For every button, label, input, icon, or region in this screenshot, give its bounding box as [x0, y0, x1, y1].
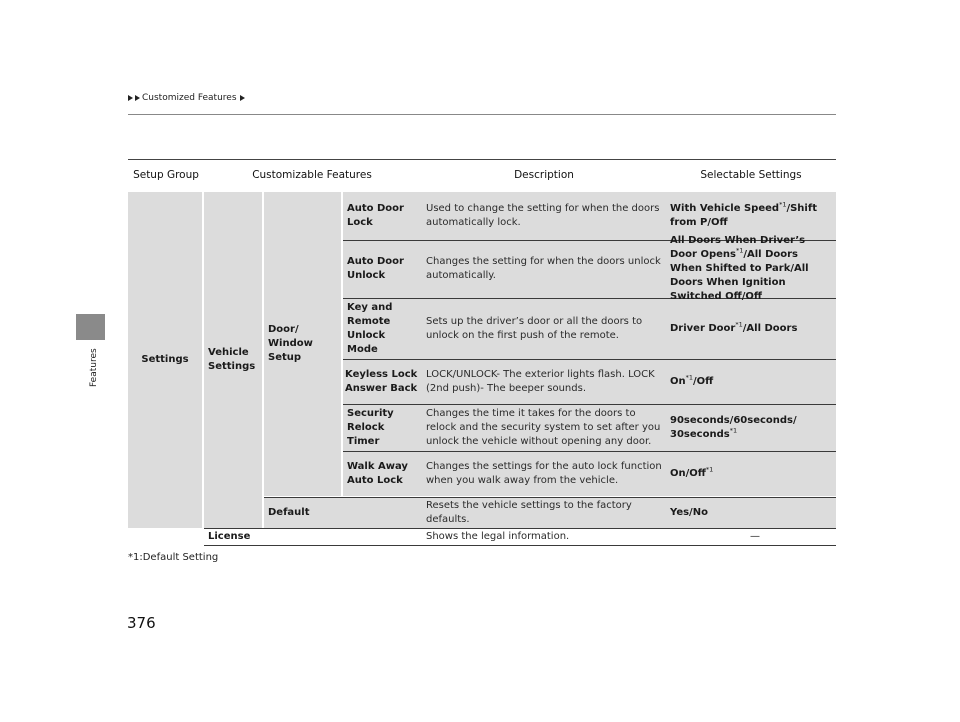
setting-default-option: With Vehicle Speed: [670, 203, 780, 214]
category-door-window-label: Door/ Window Setup: [268, 324, 313, 363]
group-settings-cell: [128, 192, 202, 528]
license-row-feature: License: [208, 531, 251, 542]
header-description: Description: [514, 168, 574, 181]
header-selectable-settings: Selectable Settings: [700, 168, 802, 181]
table-row-description: LOCK/UNLOCK- The exterior lights flash. LOCK (2nd push)- The beeper sounds.: [426, 368, 655, 394]
default-setting-footnote: *1:Default Setting: [128, 552, 219, 563]
license-row-settings: —: [750, 531, 760, 542]
table-row-settings: [670, 235, 830, 302]
table-row-settings: [670, 404, 830, 451]
default-footnote-mark: *1: [685, 373, 694, 382]
breadcrumb-arrow-icon: [135, 95, 140, 101]
subgroup-vehicle-settings-cell: [204, 192, 262, 528]
setting-other-options: /Off: [693, 375, 714, 387]
default-footnote-mark: *1: [729, 426, 738, 435]
default-footnote-mark: *1: [779, 200, 787, 209]
breadcrumb-item[interactable]: Customized Features: [142, 93, 237, 103]
table-row-settings: [670, 192, 830, 240]
setting-default-option: Driver Door: [670, 322, 736, 334]
breadcrumb: [128, 93, 247, 103]
license-row-description: Shows the legal information.: [426, 531, 570, 542]
table-row-settings: [670, 359, 830, 404]
table-row-description: Changes the setting for when the doors unlock automatically.: [426, 256, 661, 281]
table-row-description: Changes the settings for the auto lock function when you walk away from the vehicle.: [426, 461, 662, 486]
header-setup-group: Setup Group: [133, 168, 199, 181]
default-row-settings: Yes/No: [670, 507, 708, 518]
table-row-feature: Security Relock Timer: [347, 407, 394, 447]
setting-default-option: 90seconds/60seconds/ 30seconds: [670, 414, 797, 440]
table-row-feature: Auto Door Unlock: [347, 256, 404, 281]
setting-other-options: /All Doors: [742, 322, 798, 334]
table-row-feature: Auto Door Lock: [347, 203, 404, 228]
breadcrumb-arrow-icon: [240, 95, 245, 101]
setting-other-options: /Shift from P/Off: [670, 203, 817, 228]
table-bottom-rule: [204, 545, 836, 546]
table-row-description: Sets up the driver’s door or all the doors to unlock on the first push of the remote.: [426, 315, 643, 341]
header-customizable-features: Customizable Features: [252, 168, 372, 181]
table-row-feature: Walk Away Auto Lock: [347, 461, 408, 486]
breadcrumb-arrow-icon: [128, 95, 133, 101]
section-tab-marker: [76, 314, 105, 340]
default-row-feature: Default: [268, 507, 310, 518]
default-footnote-mark: *1: [735, 320, 743, 329]
table-row-description: Used to change the setting for when the doors automatically lock.: [426, 203, 660, 228]
table-row-feature: Key and Remote Unlock Mode: [347, 301, 393, 355]
default-footnote-mark: *1: [705, 465, 714, 474]
page-number: 376: [127, 614, 156, 632]
category-door-window-cell: [264, 192, 341, 496]
setting-default-option: All Doors When Driver’s Door Opens: [670, 235, 806, 260]
header-divider: [128, 114, 836, 115]
default-footnote-mark: *1: [735, 246, 744, 255]
setting-default-option: On: [670, 375, 686, 387]
table-row-settings: [670, 451, 830, 497]
table-row-settings: [670, 298, 830, 359]
setting-default-option: On/Off: [670, 468, 706, 479]
setting-other-options: /All Doors When Shifted to Park/All Doors When Ignition Switched Off/Off: [670, 249, 809, 302]
default-row-description: Resets the vehicle settings to the factory defaults.: [426, 500, 632, 525]
section-side-label: Features: [89, 348, 99, 388]
table-row-feature: Keyless Lock Answer Back: [345, 368, 418, 394]
group-settings-label: Settings: [141, 354, 189, 365]
subgroup-vehicle-settings-label: Vehicle Settings: [208, 347, 256, 372]
table-row-description: Changes the time it takes for the doors to relock and the security system to set after you unlock the vehicle without opening any door.: [426, 407, 661, 447]
